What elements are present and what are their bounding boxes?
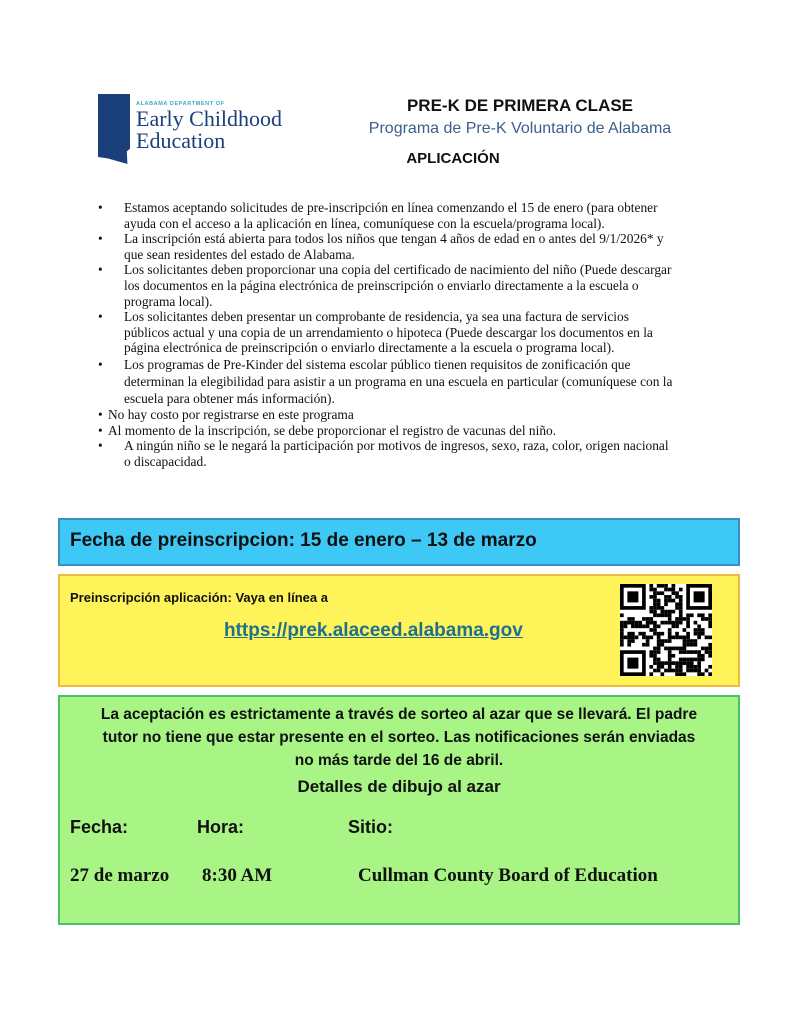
- qr-module: [679, 661, 683, 665]
- qr-module: [664, 639, 668, 643]
- logo-name: Early Childhood Education: [136, 106, 283, 153]
- qr-module: [653, 647, 657, 651]
- qr-module: [708, 621, 712, 625]
- alabama-map-icon: [98, 94, 130, 164]
- qr-module: [653, 610, 657, 614]
- qr-module: [646, 624, 650, 628]
- qr-module: [649, 617, 653, 621]
- list-item: • Los programas de Pre-Kinder del sistema escolar público tienen requisitos de zonificación que determinan la elegibilidad para asistir a un programa en una escuela en particular (comuníquese con la escuela para obtener más información).: [96, 356, 676, 407]
- qr-module: [668, 595, 672, 599]
- qr-module: [668, 639, 672, 643]
- qr-module: [657, 650, 661, 654]
- qr-module: [668, 621, 672, 625]
- qr-module: [620, 639, 624, 643]
- site-label: Sitio:: [348, 817, 393, 837]
- qr-module: [668, 636, 672, 640]
- qr-module: [620, 643, 624, 647]
- lottery-time: 8:30 AM: [202, 865, 273, 886]
- section-title: APLICACIÓN: [406, 150, 500, 167]
- list-item: • A ningún niño se le negará la participación por motivos de ingresos, sexo, raza, color, origen nacional o discapacidad.: [96, 438, 676, 469]
- qr-module: [635, 621, 639, 625]
- qr-module: [657, 613, 661, 617]
- qr-module: [701, 617, 705, 621]
- qr-module: [697, 650, 701, 654]
- qr-module: [694, 628, 698, 632]
- qr-module: [653, 595, 657, 599]
- qr-module: [668, 658, 672, 662]
- qr-module: [701, 632, 705, 636]
- qr-module: [668, 610, 672, 614]
- qr-module: [697, 654, 701, 658]
- apply-online-box: [58, 574, 740, 687]
- qr-module: [686, 669, 690, 673]
- qr-module: [660, 591, 664, 595]
- qr-module: [679, 595, 683, 599]
- qr-module: [694, 632, 698, 636]
- qr-module: [705, 617, 709, 621]
- lottery-info: La aceptación es estrictamente a través de sorteo al azar que se llevará. El padre tutor no tiene que estar presente en el sorteo. Las notificaciones serán enviadas no más tarde del 16 de abril.: [100, 706, 698, 769]
- qr-module: [642, 632, 646, 636]
- qr-module: [624, 624, 628, 628]
- qr-module: [675, 632, 679, 636]
- qr-module: [653, 602, 657, 606]
- qr-module: [660, 639, 664, 643]
- list-item: • Estamos aceptando solicitudes de pre-inscripción en línea comenzando el 15 de enero (para obtener ayuda con el acceso a la aplicación en línea, comuníquese con la escuela/programa local).: [96, 200, 676, 231]
- qr-module: [646, 621, 650, 625]
- qr-module: [653, 599, 657, 603]
- qr-module: [653, 621, 657, 625]
- qr-module: [660, 610, 664, 614]
- qr-module: [660, 661, 664, 665]
- qr-module: [708, 624, 712, 628]
- qr-module: [708, 613, 712, 617]
- qr-module: [679, 672, 683, 676]
- qr-module: [697, 665, 701, 669]
- qr-module: [668, 617, 672, 621]
- qr-module: [657, 591, 661, 595]
- qr-module: [653, 624, 657, 628]
- qr-module: [657, 584, 661, 588]
- qr-module: [697, 624, 701, 628]
- qr-module: [679, 613, 683, 617]
- qr-module: [646, 636, 650, 640]
- lottery-date: 27 de marzo: [70, 865, 170, 886]
- qr-module: [697, 636, 701, 640]
- registration-dates: Fecha de preinscripcion: 15 de enero – 13 de marzo: [70, 530, 537, 551]
- qr-module: [649, 636, 653, 640]
- qr-module: [675, 624, 679, 628]
- qr-module: [620, 613, 624, 617]
- qr-module: [642, 624, 646, 628]
- qr-module: [649, 628, 653, 632]
- qr-module: [690, 669, 694, 673]
- qr-module: [672, 647, 676, 651]
- qr-module: [694, 639, 698, 643]
- qr-module: [653, 628, 657, 632]
- qr-module: [653, 632, 657, 636]
- qr-module: [649, 665, 653, 669]
- qr-module: [660, 665, 664, 669]
- qr-module: [668, 647, 672, 651]
- qr-module: [649, 584, 653, 588]
- qr-module: [664, 584, 668, 588]
- qr-module: [668, 669, 672, 673]
- qr-module: [686, 624, 690, 628]
- qr-module: [657, 647, 661, 651]
- qr-module: [708, 647, 712, 651]
- qr-module: [675, 636, 679, 640]
- qr-module: [627, 617, 631, 621]
- qr-module: [660, 606, 664, 610]
- qr-module: [657, 606, 661, 610]
- info-list: [96, 200, 676, 469]
- date-label: Fecha:: [70, 817, 129, 837]
- qr-module: [660, 632, 664, 636]
- qr-module: [697, 672, 701, 676]
- qr-module: [649, 672, 653, 676]
- qr-module: [679, 610, 683, 614]
- qr-module: [668, 632, 672, 636]
- logo-small-text: ALABAMA DEPARTMENT OF: [136, 101, 225, 107]
- qr-module: [694, 621, 698, 625]
- qr-module: [631, 636, 635, 640]
- qr-module: [668, 661, 672, 665]
- qr-module: [657, 624, 661, 628]
- qr-module: [686, 639, 690, 643]
- qr-module: [679, 621, 683, 625]
- qr-module: [627, 643, 631, 647]
- qr-module: [675, 621, 679, 625]
- qr-module: [627, 621, 631, 625]
- qr-module: [675, 606, 679, 610]
- lottery-site: Cullman County Board of Education: [358, 865, 658, 886]
- qr-module: [686, 661, 690, 665]
- qr-module: [708, 617, 712, 621]
- qr-module: [657, 599, 661, 603]
- lottery-details-title: Detalles de dibujo al azar: [297, 777, 501, 796]
- qr-module: [657, 636, 661, 640]
- qr-module: [672, 610, 676, 614]
- qr-module: [668, 654, 672, 658]
- qr-module: [694, 669, 698, 673]
- qr-module: [697, 669, 701, 673]
- qr-module: [683, 672, 687, 676]
- qr-module: [653, 654, 657, 658]
- qr-module: [675, 647, 679, 651]
- list-item: • Los solicitantes deben proporcionar una copia del certificado de nacimiento del niño (Puede descargar los documentos en la página electrónica de preinscripción o enviarlo directamente a la escuela o programa local).: [96, 262, 676, 309]
- qr-module: [635, 624, 639, 628]
- qr-module: [668, 613, 672, 617]
- qr-module: [660, 621, 664, 625]
- qr-module: [657, 602, 661, 606]
- qr-finder: [627, 658, 638, 669]
- qr-module: [649, 650, 653, 654]
- qr-finder: [694, 591, 705, 602]
- qr-module: [646, 617, 650, 621]
- qr-module: [631, 621, 635, 625]
- qr-module: [657, 669, 661, 673]
- qr-module: [675, 661, 679, 665]
- qr-module: [653, 658, 657, 662]
- qr-module: [638, 624, 642, 628]
- qr-module: [624, 621, 628, 625]
- qr-module: [653, 669, 657, 673]
- qr-module: [686, 665, 690, 669]
- qr-module: [686, 632, 690, 636]
- qr-module: [672, 624, 676, 628]
- qr-module: [653, 588, 657, 592]
- qr-module: [697, 658, 701, 662]
- qr-module: [679, 602, 683, 606]
- qr-module: [708, 650, 712, 654]
- qr-module: [668, 599, 672, 603]
- qr-module: [675, 595, 679, 599]
- qr-module: [620, 621, 624, 625]
- page-title: PRE-K DE PRIMERA CLASE: [406, 96, 634, 115]
- qr-module: [705, 647, 709, 651]
- qr-module: [664, 647, 668, 651]
- qr-module: [683, 636, 687, 640]
- qr-module: [668, 628, 672, 632]
- qr-module: [672, 621, 676, 625]
- qr-module: [672, 636, 676, 640]
- qr-module: [701, 658, 705, 662]
- qr-module: [657, 665, 661, 669]
- qr-module: [701, 654, 705, 658]
- list-item: • Los solicitantes deben presentar un comprobante de residencia, ya sea una factura de servicios públicos actual y una copia de un arrendamiento o hipoteca (Puede descargar los documentos en la página electrónica de preinscripción o enviarlo directamente a la escuela o programa local).: [96, 309, 676, 356]
- qr-module: [690, 639, 694, 643]
- qr-module: [657, 658, 661, 662]
- qr-module: [642, 617, 646, 621]
- qr-module: [686, 643, 690, 647]
- qr-module: [672, 584, 676, 588]
- qr-module: [649, 610, 653, 614]
- qr-code-icon[interactable]: [620, 584, 712, 676]
- qr-module: [701, 613, 705, 617]
- apply-label: Preinscripción aplicación: Vaya en línea a: [70, 590, 328, 605]
- qr-module: [683, 628, 687, 632]
- qr-module: [672, 654, 676, 658]
- qr-module: [653, 613, 657, 617]
- qr-module: [697, 661, 701, 665]
- qr-module: [638, 621, 642, 625]
- qr-module: [631, 617, 635, 621]
- qr-module: [672, 661, 676, 665]
- qr-module: [657, 639, 661, 643]
- qr-module: [638, 632, 642, 636]
- qr-module: [664, 661, 668, 665]
- qr-module: [649, 588, 653, 592]
- qr-module: [675, 665, 679, 669]
- qr-module: [690, 665, 694, 669]
- time-label: Hora:: [197, 817, 245, 837]
- qr-module: [664, 621, 668, 625]
- qr-module: [657, 661, 661, 665]
- qr-module: [660, 672, 664, 676]
- qr-module: [694, 643, 698, 647]
- qr-module: [679, 599, 683, 603]
- qr-module: [672, 588, 676, 592]
- qr-module: [631, 624, 635, 628]
- qr-module: [675, 672, 679, 676]
- qr-module: [664, 602, 668, 606]
- qr-module: [664, 610, 668, 614]
- alabama-ece-logo: [98, 94, 298, 166]
- qr-module: [664, 588, 668, 592]
- qr-module: [646, 643, 650, 647]
- qr-module: [690, 650, 694, 654]
- qr-module: [683, 650, 687, 654]
- qr-module: [627, 636, 631, 640]
- qr-module: [660, 613, 664, 617]
- qr-module: [679, 650, 683, 654]
- qr-module: [679, 636, 683, 640]
- qr-module: [701, 647, 705, 651]
- qr-module: [683, 639, 687, 643]
- qr-module: [649, 606, 653, 610]
- qr-module: [624, 636, 628, 640]
- qr-module: [686, 617, 690, 621]
- qr-module: [668, 650, 672, 654]
- qr-module: [679, 617, 683, 621]
- qr-module: [683, 661, 687, 665]
- qr-module: [697, 628, 701, 632]
- qr-module: [683, 643, 687, 647]
- qr-module: [675, 617, 679, 621]
- qr-module: [690, 661, 694, 665]
- qr-module: [708, 672, 712, 676]
- qr-module: [690, 658, 694, 662]
- qr-module: [686, 621, 690, 625]
- qr-module: [705, 650, 709, 654]
- qr-module: [686, 650, 690, 654]
- qr-module: [631, 632, 635, 636]
- qr-module: [620, 636, 624, 640]
- qr-module: [642, 643, 646, 647]
- qr-module: [620, 632, 624, 636]
- qr-module: [679, 647, 683, 651]
- qr-module: [675, 669, 679, 673]
- list-item: • La inscripción está abierta para todos los niños que tengan 4 años de edad en o antes del 9/1/2026* y que sean residentes del estado de Alabama.: [96, 231, 676, 262]
- qr-module: [672, 591, 676, 595]
- registration-dates-box: [58, 518, 740, 566]
- qr-module: [672, 599, 676, 603]
- qr-module: [675, 602, 679, 606]
- qr-module: [708, 643, 712, 647]
- qr-module: [705, 636, 709, 640]
- qr-module: [660, 643, 664, 647]
- qr-module: [631, 639, 635, 643]
- prek-url-link[interactable]: https://prek.alaceed.alabama.gov: [224, 620, 523, 641]
- qr-module: [690, 613, 694, 617]
- qr-module: [708, 665, 712, 669]
- qr-module: [653, 606, 657, 610]
- list-item: • No hay costo por registrarse en este programa: [96, 407, 676, 423]
- lottery-box: [58, 695, 740, 925]
- qr-module: [679, 588, 683, 592]
- qr-module: [657, 643, 661, 647]
- qr-module: [653, 591, 657, 595]
- qr-module: [627, 632, 631, 636]
- qr-module: [690, 643, 694, 647]
- qr-module: [686, 658, 690, 662]
- qr-module: [708, 636, 712, 640]
- qr-module: [653, 661, 657, 665]
- qr-module: [683, 658, 687, 662]
- qr-module: [697, 613, 701, 617]
- qr-module: [642, 636, 646, 640]
- qr-module: [679, 665, 683, 669]
- qr-finder: [627, 591, 638, 602]
- qr-module: [672, 669, 676, 673]
- qr-module: [635, 636, 639, 640]
- qr-module: [653, 650, 657, 654]
- qr-module: [701, 672, 705, 676]
- qr-module: [646, 639, 650, 643]
- list-item: • Al momento de la inscripción, se debe proporcionar el registro de vacunas del niño.: [96, 423, 676, 439]
- qr-module: [660, 584, 664, 588]
- qr-module: [668, 665, 672, 669]
- qr-module: [657, 632, 661, 636]
- qr-module: [683, 647, 687, 651]
- qr-module: [679, 669, 683, 673]
- qr-module: [664, 595, 668, 599]
- qr-module: [686, 613, 690, 617]
- qr-module: [679, 606, 683, 610]
- qr-module: [683, 617, 687, 621]
- qr-module: [649, 654, 653, 658]
- qr-module: [694, 665, 698, 669]
- qr-module: [694, 658, 698, 662]
- qr-module: [705, 669, 709, 673]
- qr-module: [675, 591, 679, 595]
- qr-module: [668, 588, 672, 592]
- qr-module: [620, 628, 624, 632]
- qr-module: [627, 639, 631, 643]
- qr-module: [664, 669, 668, 673]
- qr-module: [649, 595, 653, 599]
- qr-module: [708, 654, 712, 658]
- qr-module: [679, 658, 683, 662]
- qr-module: [649, 621, 653, 625]
- qr-module: [686, 636, 690, 640]
- qr-module: [701, 628, 705, 632]
- qr-module: [694, 650, 698, 654]
- qr-module: [697, 632, 701, 636]
- page-subtitle: Programa de Pre-K Voluntario de Alabama: [368, 120, 672, 137]
- qr-module: [664, 613, 668, 617]
- qr-module: [620, 624, 624, 628]
- qr-module: [664, 599, 668, 603]
